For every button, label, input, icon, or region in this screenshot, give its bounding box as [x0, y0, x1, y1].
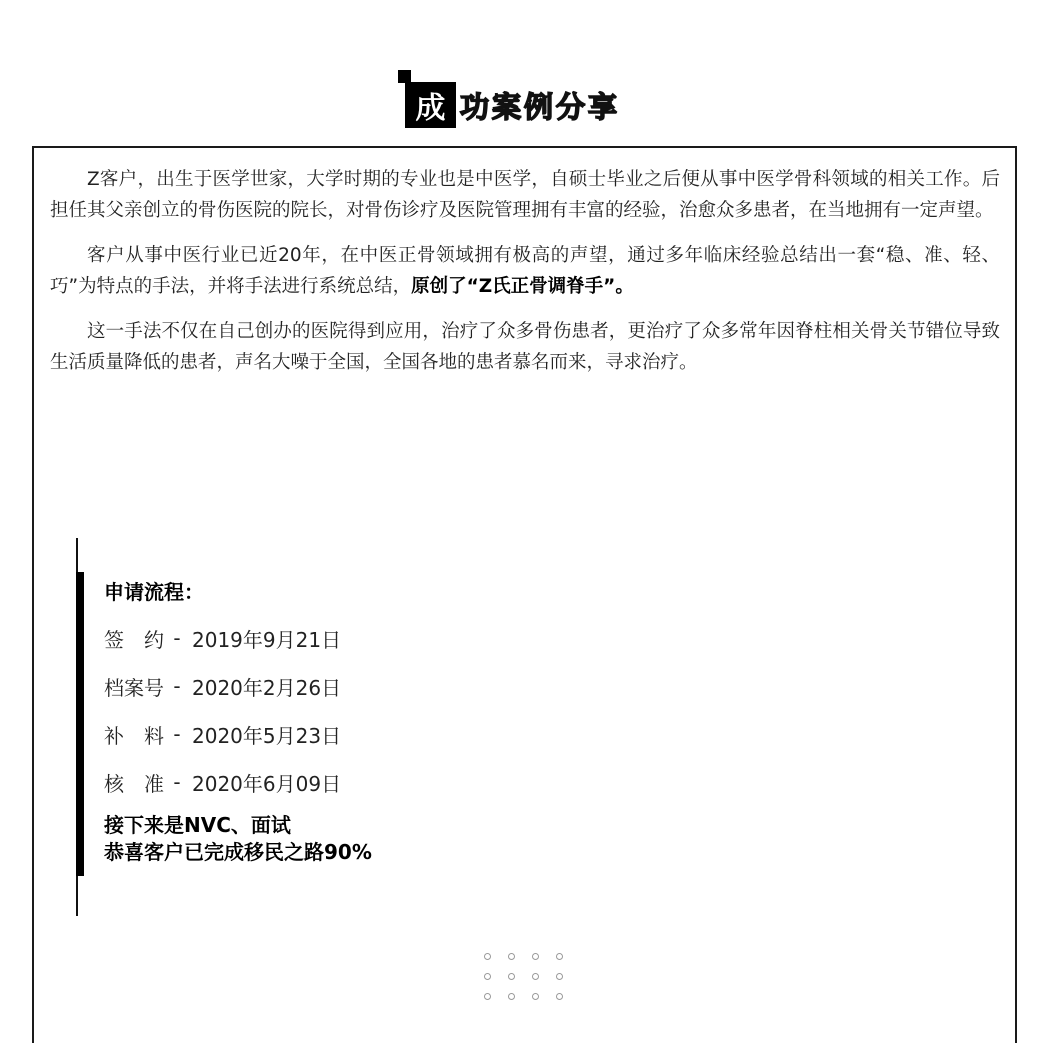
timeline-step-separator: - — [173, 626, 181, 650]
decorative-dot — [484, 973, 491, 980]
timeline-title: 申请流程： — [104, 580, 204, 604]
decorative-dot — [484, 993, 491, 1000]
timeline-step — [104, 662, 704, 710]
timeline-step-date: 2020年5月23日 — [192, 723, 342, 748]
timeline-step-date: 2020年6月09日 — [192, 771, 342, 796]
timeline-next-step: 接下来是NVC、面试 — [104, 813, 291, 837]
decorative-dot — [556, 953, 563, 960]
timeline-step-separator: - — [173, 722, 181, 746]
intro-section — [50, 164, 1000, 392]
timeline-step-label: 签 约 — [104, 627, 164, 652]
intro-paragraph-2-text: 客户从事中医行业已近20年，在中医正骨领域拥有极高的声望，通过多年临床经验总结出一套“稳、准、轻、巧”为特点的手法，并将手法进行系统总结， — [50, 245, 1000, 297]
decorative-dot — [556, 993, 563, 1000]
intro-paragraph-2 — [50, 240, 1000, 302]
decorative-dot — [484, 953, 491, 960]
timeline-step — [104, 710, 704, 758]
timeline-step-label: 核 准 — [104, 771, 164, 796]
decorative-dot — [508, 953, 515, 960]
dots-decoration — [484, 953, 563, 1000]
decorative-dot — [508, 993, 515, 1000]
decorative-dot — [532, 953, 539, 960]
timeline-step-separator: - — [173, 770, 181, 794]
page-title — [405, 82, 620, 128]
timeline-step — [104, 614, 704, 662]
timeline-footer — [104, 812, 704, 866]
decorative-dot — [556, 973, 563, 980]
decorative-dot — [508, 973, 515, 980]
timeline-step-label: 补 料 — [104, 723, 164, 748]
intro-paragraph-1: Z客户，出生于医学世家，大学时期的专业也是中医学，自硕士毕业之后便从事中医学骨科领域的相关工作。后担任其父亲创立的骨伤医院的院长，对骨伤诊疗及医院管理拥有丰富的经验，治愈众多患者，在当地拥有一定声望。 — [50, 169, 1000, 221]
timeline-step-date: 2019年9月21日 — [192, 627, 342, 652]
timeline-steps — [104, 614, 704, 806]
timeline-step — [104, 758, 704, 806]
intro-paragraph-2-bold: 原创了“Z氏正骨调脊手”。 — [411, 276, 634, 297]
decorative-dot — [532, 993, 539, 1000]
application-timeline — [104, 576, 704, 866]
intro-paragraph-3: 这一手法不仅在自己创办的医院得到应用，治疗了众多骨伤患者，更治疗了众多常年因脊柱相关骨关节错位导致生活质量降低的患者，声名大噪于全国，全国各地的患者慕名而来，寻求治疗。 — [50, 321, 1000, 373]
timeline-step-date: 2020年2月26日 — [192, 675, 342, 700]
decorative-dot — [532, 973, 539, 980]
timeline-bar — [76, 572, 84, 876]
title-first-char: 成 — [405, 82, 456, 128]
timeline-step-label: 档案号 — [104, 675, 164, 700]
title-rest-text: 功案例分享 — [460, 89, 621, 124]
timeline-step-separator: - — [173, 674, 181, 698]
timeline-progress-message: 恭喜客户已完成移民之路90% — [104, 840, 372, 864]
